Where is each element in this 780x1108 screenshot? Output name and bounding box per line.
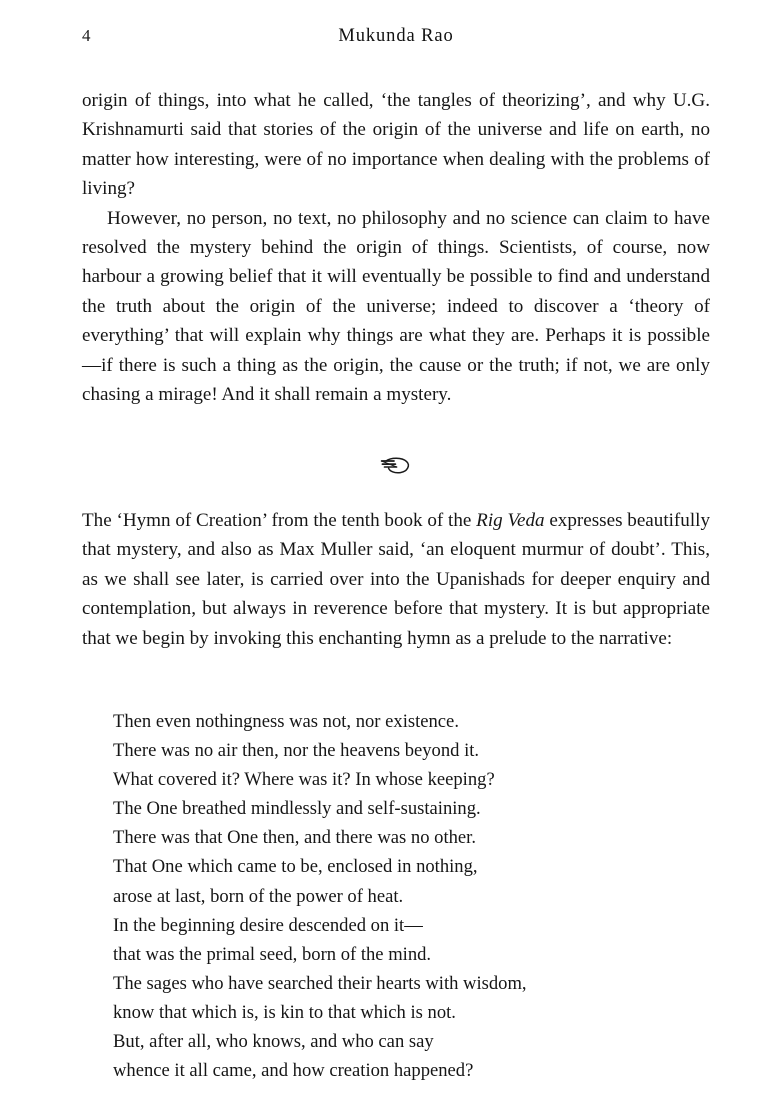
verse-line: There was no air then, nor the heavens beyond it. bbox=[113, 740, 480, 762]
page-number: 4 bbox=[82, 26, 91, 45]
book-title-rig-veda: Rig Veda bbox=[476, 510, 545, 531]
verse-line: The sages who have searched their hearts with wisdom, bbox=[113, 972, 527, 994]
verse-line: that was the primal seed, born of the mind. bbox=[113, 943, 432, 965]
body-text-block-upper bbox=[82, 86, 710, 409]
verse-line: In the beginning desire descended on it— bbox=[113, 914, 423, 936]
verse-line: That One which came to be, enclosed in nothing, bbox=[113, 856, 478, 878]
verse-line: Then even nothingness was not, nor existence. bbox=[113, 711, 459, 732]
paragraph-3 bbox=[82, 506, 710, 653]
verse-line: What covered it? Where was it? In whose keeping? bbox=[113, 769, 495, 791]
verse-line: whence it all came, and how creation happened? bbox=[113, 1060, 474, 1082]
verse-line: But, after all, who knows, and who can say bbox=[113, 1031, 434, 1053]
paragraph-3-lead: The ‘Hymn of Creation’ from the tenth book of the bbox=[82, 510, 477, 531]
running-head-title: Mukunda Rao bbox=[338, 26, 454, 46]
section-divider bbox=[82, 449, 710, 483]
verse-line: arose at last, born of the power of heat. bbox=[113, 885, 404, 907]
body-text-block-lower bbox=[82, 506, 710, 653]
paragraph-2: However, no person, no text, no philosophy and no science can claim to have resolved the mystery behind the origin of things. Scientists, of course, now harbour a growing belief that it will eventually be possible to find and understand the truth about the origin of the universe; indeed to discover a ‘theory of everything’ that will explain why things are what they are. Perhaps it is possible—if there is such a thing as the origin, the cause or the truth; if not, we are only chasing a mirage! And it shall remain a mystery. bbox=[82, 207, 710, 406]
paragraph-1: origin of things, into what he called, ‘the tangles of theorizing’, and why U.G. Krishnamurti said that stories of the origin of the universe and life on earth, no matter how interesting, were of no importance when dealing with the problems of living? bbox=[82, 90, 710, 200]
paragraph-3-tail: expresses beautifully that mystery, and also as Max Muller said, ‘an eloquent murmur of doubt’. This, as we shall see later, is carried over into the Upanishads for deeper enquiry and contemplation, but always in reverence before that mystery. It is but appropriate that we begin by invoking this enchanting hymn as a prelude to the narrative: bbox=[82, 510, 710, 649]
leaf-fleuron-icon bbox=[379, 455, 413, 477]
verse-line: know that which is, is kin to that which is not. bbox=[113, 1001, 456, 1023]
verse-line: There was that One then, and there was no other. bbox=[113, 827, 476, 849]
hymn-verse-block bbox=[113, 707, 713, 1085]
verse-line: The One breathed mindlessly and self-sustaining. bbox=[113, 798, 481, 820]
running-head bbox=[82, 24, 710, 48]
